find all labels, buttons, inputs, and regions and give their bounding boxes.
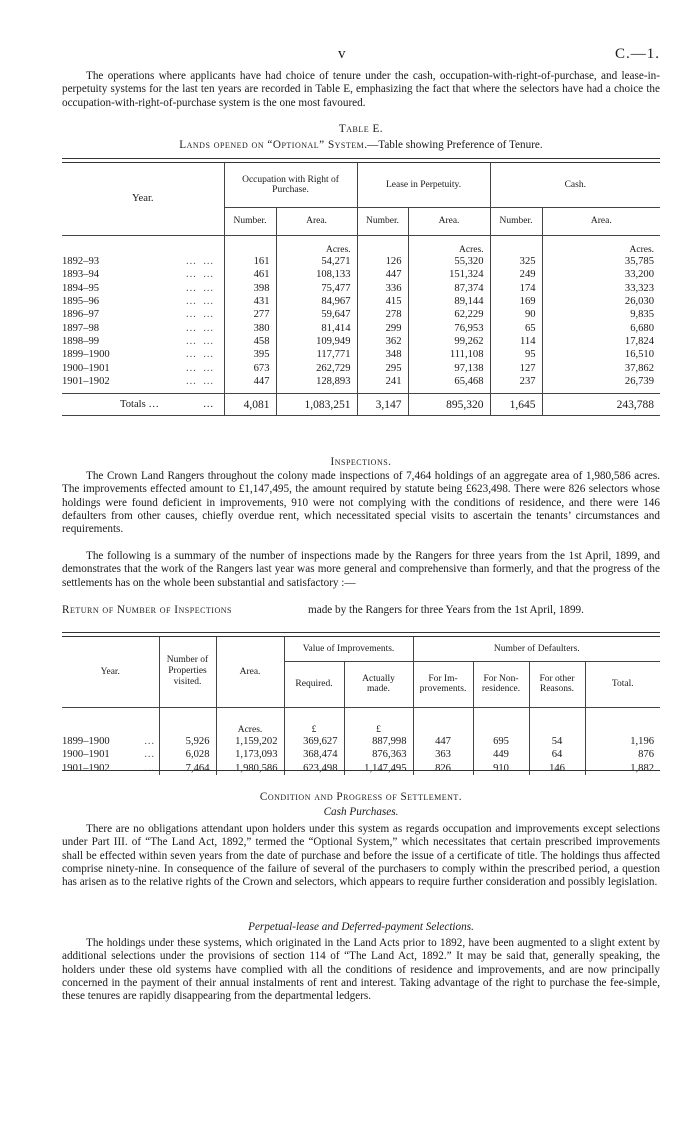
page-header — [0, 46, 700, 68]
table-e-cash-number-header: Number. — [490, 207, 542, 235]
table-e-total-occ-area: 1,083,251 — [276, 394, 357, 416]
table-e-lease-area-cell: 89,144 — [408, 295, 490, 308]
return-props-cell: 6,028 — [159, 748, 216, 761]
table-e-occ-number-header: Number. — [224, 207, 276, 235]
table-e-year-cell: 1893–94 … … — [62, 268, 224, 281]
return-total-cell: 1,882 — [630, 762, 655, 774]
table-e-row — [62, 255, 660, 268]
table-e-row — [62, 335, 660, 348]
return-props-cell: 5,926 — [159, 735, 216, 748]
table-e-lease-area-cell: 87,374 — [408, 282, 490, 295]
table-e-lease-num-cell: 348 — [357, 348, 408, 361]
table-e-cash-num-cell: 95 — [490, 348, 542, 361]
table-e-year-cell: 1899–1900 … … — [62, 348, 224, 361]
table-e-occ-area-cell: 117,771 — [276, 348, 357, 361]
table-e-group-lease: Lease in Perpetuity. — [357, 163, 490, 207]
return-title — [62, 604, 660, 617]
table-e-cash-num-cell: 174 — [490, 282, 542, 295]
table-e-occ-num-cell: 461 — [224, 268, 276, 281]
cash-purchases-subheading: Cash Purchases. — [323, 806, 399, 818]
return-value-group: Value of Improvements. — [284, 637, 413, 661]
return-total-header: Total. — [585, 661, 660, 707]
table-e-occ-area-cell: 81,414 — [276, 321, 357, 334]
table-e-cash-num-cell: 114 — [490, 335, 542, 348]
table-e-occ-area-cell: 84,967 — [276, 295, 357, 308]
return-required-cell: 368,474 — [284, 748, 344, 761]
table-e-occ-num-cell: 161 — [224, 255, 276, 268]
year-text: 1895–96 — [62, 296, 100, 308]
year-text: 1893–94 — [62, 269, 100, 281]
table-e-occ-area-cell: 109,949 — [276, 335, 357, 348]
table-e-lease-number-header: Number. — [357, 207, 408, 235]
table-e-caption-title: Lands opened on “Optional” System — [179, 139, 365, 151]
table-e-occ-area-cell: 75,477 — [276, 282, 357, 295]
return-area-units: Acres. — [216, 707, 284, 735]
table-e-occ-area-cell: 59,647 — [276, 308, 357, 321]
return-title-rest: made by the Rangers for three Years from the 1st April, 1899. — [308, 604, 584, 616]
return-other-header: For other Reasons. — [529, 661, 585, 707]
intro-paragraph: The operations where applicants have had choice of tenure under the cash, occupation-with-right-of-purchase, and lease-in-perpetuity systems for the last ten years are recorded in Table E, emphasizing the fact that where the selectors have had a choice the occupation-with-right-of-purchase system is the one most favoured. — [62, 70, 660, 109]
return-made-cell: 887,998 — [344, 735, 413, 748]
table-e-year-cell: 1900–1901 … … — [62, 361, 224, 374]
return-made-cell: 876,363 — [344, 748, 413, 761]
year-text: 1899–1900 — [62, 349, 110, 361]
table-e-cash-area-cell: 9,835 — [630, 309, 655, 321]
table-e-row — [62, 375, 660, 388]
table-e-lease-area-cell: 111,108 — [408, 348, 490, 361]
return-row — [62, 762, 660, 775]
table-e-cash-area-header: Area. — [542, 207, 660, 235]
table-e-occ-area-cell: 54,271 — [276, 255, 357, 268]
return-made-units: £ — [344, 707, 413, 735]
table-e-cash-num-cell: 127 — [490, 361, 542, 374]
table-e-total-occ-num: 4,081 — [224, 394, 276, 416]
table-e-row — [62, 282, 660, 295]
table-e-occ-num-cell: 380 — [224, 321, 276, 334]
return-required-units: £ — [284, 707, 344, 735]
return-year-header: Year. — [62, 637, 159, 707]
perpetual-lease-paragraph: The holdings under these systems, which originated in the Land Acts prior to 1892, have been augmented to a slight extent by additional selections under the provisions of section 114 of “The Land Act, 1892.” It may be said that, generally speaking, the holders under these old systems have complied with all the conditions of residence and improvements, and are now principally concerned in the payment of their annual instalments of rent and interest. Taking advantage of the right to purchase the fee-simple, these tenures are rapidly disappearing from the departmental ledgers. — [62, 937, 660, 1003]
table-e-cash-area-cell: 16,510 — [624, 349, 655, 361]
return-required-cell: 369,627 — [284, 735, 344, 748]
return-required-cell: 623,498 — [284, 762, 344, 775]
year-text: 1896–97 — [62, 309, 100, 321]
table-e-occ-num-cell: 277 — [224, 308, 276, 321]
return-other-cell: 64 — [529, 748, 585, 761]
table-e-occ-num-cell: 458 — [224, 335, 276, 348]
table-e-lease-num-cell: 278 — [357, 308, 408, 321]
table-e-lease-area-cell: 55,320 — [408, 255, 490, 268]
table-e-year-cell: 1897–98 … … — [62, 321, 224, 334]
return-made-cell: 1,147,495 — [344, 762, 413, 775]
return-improvements-header: For Im-provements. — [413, 661, 473, 707]
table-e-row — [62, 308, 660, 321]
table-e-cash-area-cell: 17,824 — [624, 335, 655, 347]
totals-label-text: Totals — [120, 399, 146, 411]
return-nonres-cell: 449 — [473, 748, 529, 761]
return-area-header: Area. — [216, 637, 284, 707]
table-e-occ-num-cell: 673 — [224, 361, 276, 374]
table-e-total-lease-num: 3,147 — [357, 394, 408, 416]
table-e-cash-area-cell: 26,030 — [624, 296, 655, 308]
year-text: 1900–1901 — [62, 749, 110, 761]
return-table — [62, 637, 660, 775]
return-imp-cell: 826 — [413, 762, 473, 775]
return-year-cell: 1899–1900 … — [62, 735, 159, 748]
table-e-lease-num-cell: 299 — [357, 321, 408, 334]
condition-heading: Condition and Progress of Settlement. — [259, 791, 463, 803]
year-text: 1898–99 — [62, 335, 100, 347]
inspections-paragraph-2: The following is a summary of the number of inspections made by the Rangers for three years from the 1st April, 1899, and demonstrates that the work of the Rangers last year was more general and comprehensive than formerly, and that the progress of the settlements has on the whole been substantial and satisfactory :— — [62, 550, 660, 589]
year-text: 1897–98 — [62, 322, 100, 334]
table-e-occ-num-cell: 431 — [224, 295, 276, 308]
return-nonres-cell: 695 — [473, 735, 529, 748]
return-required-header: Required. — [284, 661, 344, 707]
table-e-cash-area-cell: 33,200 — [624, 269, 655, 281]
table-e-lease-num-cell: 241 — [357, 375, 408, 388]
table-e-lease-area-cell: 99,262 — [408, 335, 490, 348]
table-e-year-cell: 1901–1902 … … — [62, 375, 224, 388]
return-row — [62, 735, 660, 748]
year-text: 1901–1902 — [62, 375, 110, 387]
table-e-cash-num-cell: 90 — [490, 308, 542, 321]
perpetual-lease-subheading: Perpetual-lease and Deferred-payment Selections. — [248, 921, 474, 933]
table-e-group-occupation: Occupation with Right of Purchase. — [224, 163, 357, 207]
table-e-cash-area-cell: 6,680 — [630, 322, 655, 334]
table-e-group-cash: Cash. — [490, 163, 660, 207]
table-e-lease-num-cell: 362 — [357, 335, 408, 348]
table-e-occ-area-cell: 262,729 — [276, 361, 357, 374]
table-e-year-cell: 1894–95 … … — [62, 282, 224, 295]
table-e-cash-area-cell: 35,785 — [624, 256, 655, 268]
table-e-occ-num-cell: 395 — [224, 348, 276, 361]
table-e-row — [62, 348, 660, 361]
return-props-cell: 7,464 — [159, 762, 216, 775]
return-total-cell: 1,196 — [630, 736, 655, 748]
year-text: 1894–95 — [62, 282, 100, 294]
return-table-bottom-rule — [62, 770, 660, 771]
table-e-cash-num-cell: 169 — [490, 295, 542, 308]
table-e-row — [62, 295, 660, 308]
page-number: v — [338, 46, 346, 62]
return-actually-header: Actually made. — [344, 661, 413, 707]
year-text: 1892–93 — [62, 256, 100, 268]
return-imp-cell: 363 — [413, 748, 473, 761]
return-other-cell: 54 — [529, 735, 585, 748]
table-e-total-cash-num: 1,645 — [490, 394, 542, 416]
table-e-occ-units: Acres. — [276, 235, 357, 255]
table-e-lease-area-header: Area. — [408, 207, 490, 235]
year-text: 1901–1902 — [62, 762, 110, 774]
table-e-cash-num-cell: 325 — [490, 255, 542, 268]
table-e-row — [62, 361, 660, 374]
year-text: 1899–1900 — [62, 736, 110, 748]
table-e-lease-num-cell: 126 — [357, 255, 408, 268]
table-e-totals-label: Totals … … — [62, 394, 224, 416]
return-title-caps: Return of Number of Inspections — [62, 604, 232, 616]
table-e-occ-num-cell: 398 — [224, 282, 276, 295]
table-e-cash-area-cell: 26,739 — [624, 375, 655, 387]
return-row — [62, 748, 660, 761]
table-e-lease-num-cell: 295 — [357, 361, 408, 374]
table-e-year-cell: 1896–97 … … — [62, 308, 224, 321]
table-e-year-cell: 1898–99 … … — [62, 335, 224, 348]
table-e-lease-area-cell: 97,138 — [408, 361, 490, 374]
table-e-year-header: Year. — [62, 163, 224, 235]
return-total-cell: 876 — [638, 749, 655, 761]
return-properties-header: Number of Properties visited. — [159, 637, 216, 707]
table-e-occ-area-cell: 128,893 — [276, 375, 357, 388]
table-e-lease-area-cell: 76,953 — [408, 321, 490, 334]
return-year-cell: 1900–1901 … — [62, 748, 159, 761]
return-area-cell: 1,173,093 — [216, 748, 284, 761]
table-e-total-lease-area: 895,320 — [408, 394, 490, 416]
year-text: 1900–1901 — [62, 362, 110, 374]
return-imp-cell: 447 — [413, 735, 473, 748]
table-e-lease-num-cell: 415 — [357, 295, 408, 308]
table-e-lease-num-cell: 336 — [357, 282, 408, 295]
table-e-cash-num-cell: 65 — [490, 321, 542, 334]
table-e-lease-area-cell: 151,324 — [408, 268, 490, 281]
table-e-occ-area-header: Area. — [276, 207, 357, 235]
table-e-total-cash-area: 243,788 — [616, 398, 655, 411]
table-e-occ-area-cell: 108,133 — [276, 268, 357, 281]
table-e-cash-area-cell: 33,323 — [624, 282, 655, 294]
table-e-year-cell: 1892–93 … … — [62, 255, 224, 268]
table-e-lease-area-cell: 62,229 — [408, 308, 490, 321]
table-e-label: Table E. — [338, 123, 384, 135]
inspections-heading: Inspections. — [330, 456, 392, 468]
inspections-paragraph-1: The Crown Land Rangers throughout the colony made inspections of 7,464 holdings of an aggregate area of 1,980,586 acres. The improvements effected amount to £1,147,495, the amount required by statute being £623,498. There were 826 selectors whose holdings were found deficient in improvements, 910 were not complying with the conditions of residence, and there were 146 defaulters from other causes, chiefly overdue rent, which necessitated special visits to ascertain the tenants’ circumstances and requirements. — [62, 470, 660, 536]
table-e-lease-num-cell: 447 — [357, 268, 408, 281]
table-e — [62, 163, 660, 416]
document-reference: C.—1. — [615, 46, 661, 62]
table-e-cash-area-cell: 37,862 — [624, 362, 655, 374]
table-e-cash-num-cell: 249 — [490, 268, 542, 281]
table-e-caption-rest: .—Table showing Preference of Tenure. — [364, 139, 543, 151]
table-e-year-cell: 1895–96 … … — [62, 295, 224, 308]
table-e-caption — [62, 139, 660, 152]
return-area-cell: 1,980,586 — [216, 762, 284, 775]
table-e-row — [62, 321, 660, 334]
return-other-cell: 146 — [529, 762, 585, 775]
return-area-cell: 1,159,202 — [216, 735, 284, 748]
cash-purchases-paragraph: There are no obligations attendant upon holders under this system as regards occupation and improvements except selections under Part III. of “The Land Act, 1892,” termed the “Optional System,” which necessitates that certain prescribed improvements shall be effected within seven years from the date of purchase and before the issue of a certificate of title. The holdings thus affected comprise ninety-nine. In consequence of the failure of several of the purchasers to comply within the prescribed period, a question has arisen as to the relative rights of the Crown and selectors, which appears to require further consideration and possibly legislation. — [62, 823, 660, 889]
table-e-row — [62, 268, 660, 281]
table-e-cash-units: Acres. — [629, 245, 655, 255]
return-year-cell: 1901–1902 … — [62, 762, 159, 775]
return-nonresidence-header: For Non-residence. — [473, 661, 529, 707]
table-e-occ-num-cell: 447 — [224, 375, 276, 388]
return-defaulters-group: Number of Defaulters. — [413, 637, 660, 661]
return-nonres-cell: 910 — [473, 762, 529, 775]
table-e-lease-area-cell: 65,468 — [408, 375, 490, 388]
table-e-cash-num-cell: 237 — [490, 375, 542, 388]
table-e-lease-units: Acres. — [408, 235, 490, 255]
